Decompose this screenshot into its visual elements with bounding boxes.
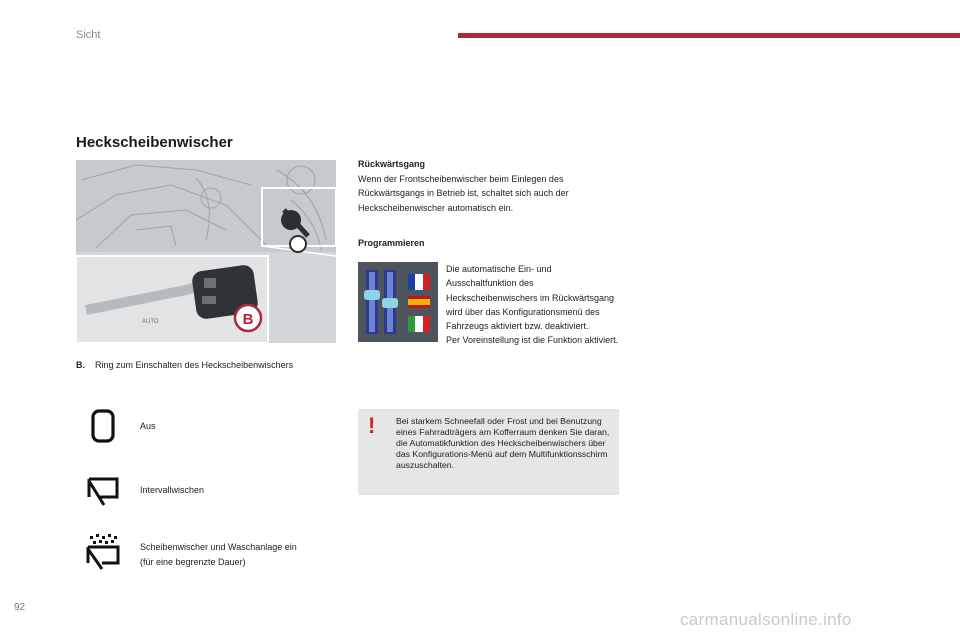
- rear-wiper-intermittent-icon: [84, 473, 122, 511]
- figure-caption: [76, 360, 293, 370]
- mode-label-wash: Scheibenwischer und Waschanlage ein (für eine begrenzte Dauer): [140, 542, 297, 567]
- programming-text-1: Die automatische Ein- und Ausschaltfunktion des Heckscheibenwischers im Rückwärtsgang wird über das Konfigurationsmenü des Fahrzeugs aktiviert bzw. deaktiviert.: [446, 264, 615, 332]
- watermark: carmanualsonline.info: [680, 610, 852, 629]
- wiper-stalk-illustration: [76, 160, 336, 343]
- programming-heading: Programmieren: [358, 238, 425, 248]
- section-label: Sicht: [76, 29, 101, 41]
- reverse-text: Wenn der Frontscheibenwischer beim Einlegen des Rückwärtsgangs in Betrieb ist, schaltet sich auch der Heckscheibenwischer automatisch ein.: [358, 173, 569, 213]
- warning-text: Bei starkem Schneefall oder Frost und bei Benutzung eines Fahrradträgers am Kofferraum denken Sie daran, die Automatikfunktion des Heckscheibenwischers über das Konfigurations-Menü auf dem Multifunktionsschirm auszuschalten.: [396, 416, 610, 470]
- page-number: 92: [14, 602, 26, 613]
- programming-text: [446, 262, 621, 348]
- page-title: Heckscheibenwischer: [76, 134, 233, 151]
- header-rule: [458, 33, 960, 38]
- warning-icon: !: [368, 413, 376, 438]
- reverse-gear-section: [358, 157, 618, 215]
- config-menu-image: [358, 262, 438, 342]
- reverse-heading: Rückwärtsgang: [358, 159, 426, 169]
- rear-wiper-off-icon: [84, 407, 122, 445]
- caption-text: Ring zum Einschalten des Heckscheibenwischers: [95, 360, 294, 370]
- callout-b: B: [242, 311, 254, 328]
- programming-text-2: Per Voreinstellung ist die Funktion aktiviert.: [446, 335, 619, 346]
- caption-letter: B.: [76, 360, 85, 370]
- mode-label-off: Aus: [140, 421, 156, 431]
- stalk-label-auto: AUTO: [142, 319, 159, 325]
- rear-wiper-wash-icon: [84, 533, 122, 571]
- mode-label-intermittent: Intervallwischen: [140, 485, 205, 495]
